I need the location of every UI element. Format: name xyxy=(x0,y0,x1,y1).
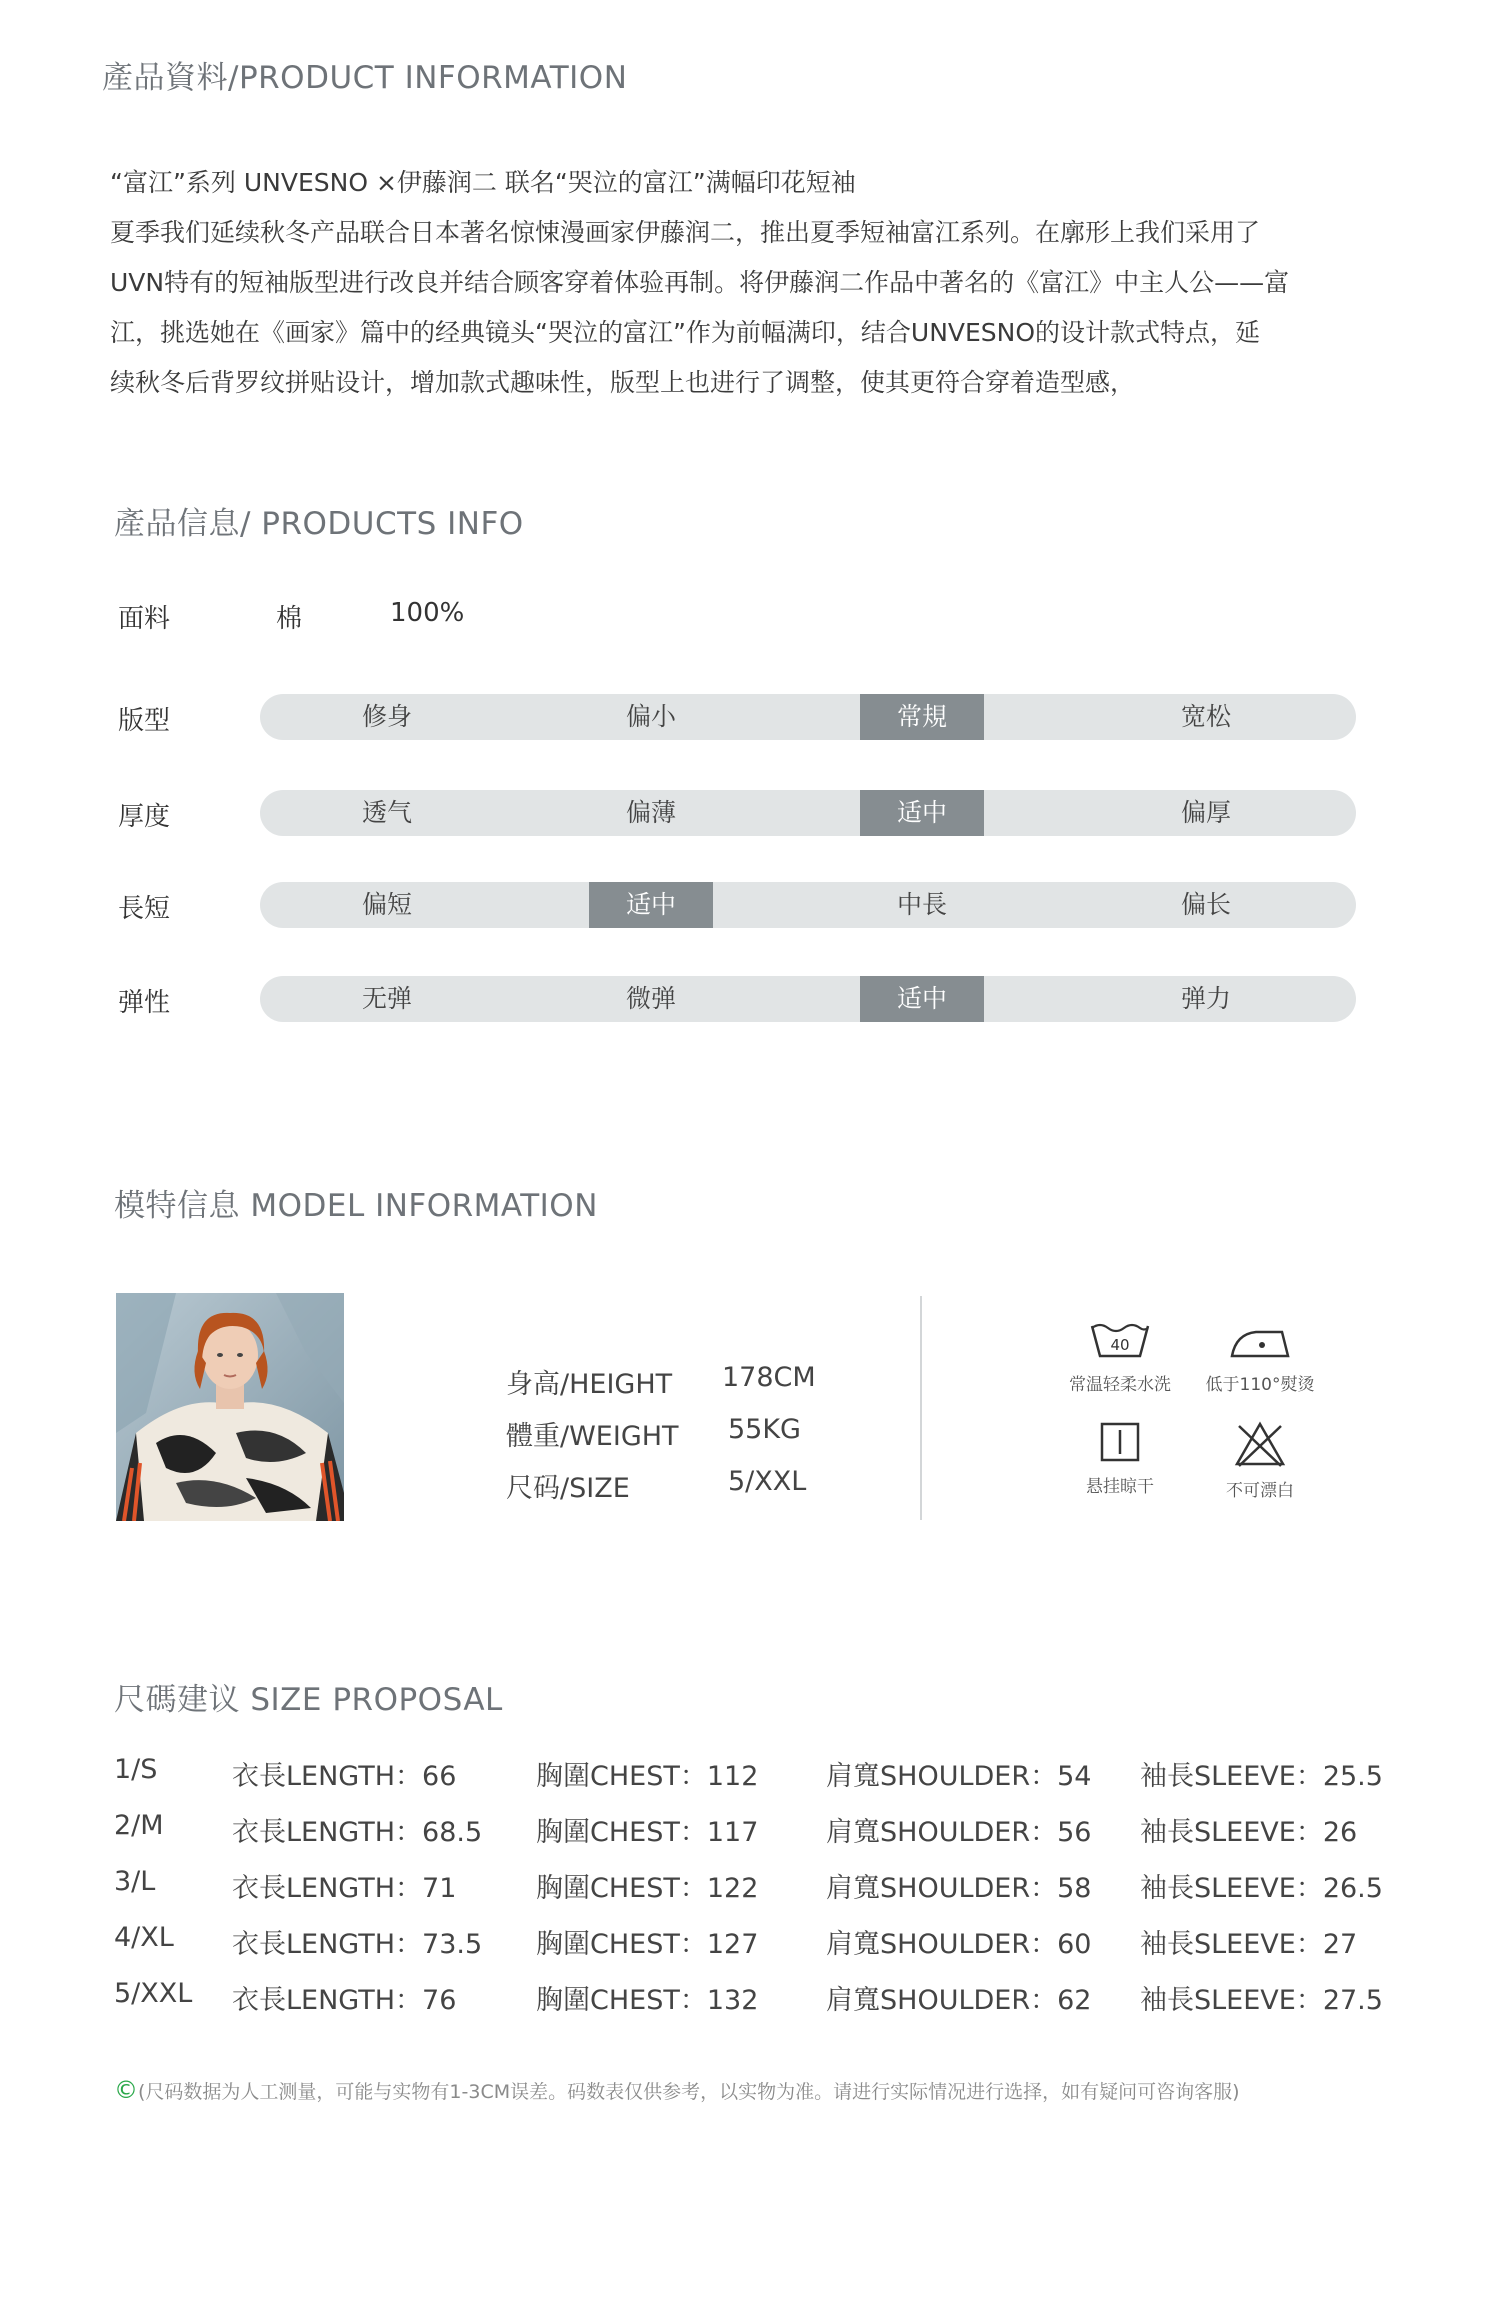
scale-option: 偏小 xyxy=(625,702,676,731)
section-title-model-information: 模特信息 MODEL INFORMATION xyxy=(114,1188,598,1224)
size-cell-chest: 胸圍CHEST：112 xyxy=(536,1761,759,1792)
size-cell-chest: 胸圍CHEST：127 xyxy=(536,1929,759,1960)
scale-option: 无弹 xyxy=(361,984,412,1013)
scale-option-selected: 适中 xyxy=(860,790,984,836)
model-height-label: 身高/HEIGHT xyxy=(506,1369,673,1400)
care-iron xyxy=(1180,1318,1340,1395)
hang-dry-icon xyxy=(1098,1420,1142,1464)
size-cell-shoulder: 肩寬SHOULDER：54 xyxy=(826,1761,1092,1792)
scale-option: 偏厚 xyxy=(1180,798,1231,827)
size-cell-sleeve: 袖長SLEEVE：26 xyxy=(1140,1817,1358,1848)
scale-option: 中長 xyxy=(896,890,947,919)
scale-label: 弹性 xyxy=(118,988,171,1018)
size-cell-shoulder: 肩寬SHOULDER：62 xyxy=(826,1985,1092,2016)
care-label: 常温轻柔水洗 xyxy=(1069,1375,1171,1395)
size-cell-shoulder: 肩寬SHOULDER：60 xyxy=(826,1929,1092,1960)
wash-40-icon xyxy=(1088,1318,1152,1362)
size-cell-length: 衣長LENGTH：66 xyxy=(232,1761,457,1792)
care-label: 悬挂晾干 xyxy=(1086,1477,1154,1497)
size-cell-chest: 胸圍CHEST：132 xyxy=(536,1985,759,2016)
fabric-label: 面料 xyxy=(118,604,171,634)
size-cell-sleeve: 袖長SLEEVE：26.5 xyxy=(1140,1873,1383,1904)
care-no-bleach xyxy=(1180,1420,1340,1501)
size-cell-sleeve: 袖長SLEEVE：25.5 xyxy=(1140,1761,1383,1792)
size-cell-chest: 胸圍CHEST：117 xyxy=(536,1817,759,1848)
scale-option: 偏长 xyxy=(1180,890,1231,919)
model-weight-label: 體重/WEIGHT xyxy=(506,1421,679,1452)
scale-track xyxy=(260,790,1356,836)
size-cell-size: 5/XXL xyxy=(114,1978,193,2009)
scale-option: 偏薄 xyxy=(625,798,676,827)
description-line: 江，挑选她在《画家》篇中的经典镜头“哭泣的富江”作为前幅满印，结合UNVESNO的设计款式特点，延 xyxy=(110,318,1261,347)
care-wash xyxy=(1040,1318,1200,1395)
description-line: 续秋冬后背罗纹拼贴设计，增加款式趣味性，版型上也进行了调整，使其更符合穿着造型感， xyxy=(110,368,1136,397)
section-title-products-info: 產品信息/ PRODUCTS INFO xyxy=(114,506,524,542)
no-bleach-icon xyxy=(1233,1420,1287,1468)
size-cell-length: 衣長LENGTH：73.5 xyxy=(232,1929,483,1960)
size-cell-size: 2/M xyxy=(114,1810,164,1841)
scale-option: 透气 xyxy=(361,798,412,827)
size-cell-length: 衣長LENGTH：76 xyxy=(232,1985,457,2016)
scale-option: 修身 xyxy=(361,702,412,731)
scale-option: 微弹 xyxy=(625,984,676,1013)
size-cell-size: 3/L xyxy=(114,1866,156,1897)
fabric-percent: 100% xyxy=(390,598,465,628)
scale-option-selected: 常規 xyxy=(860,694,984,740)
size-note xyxy=(114,2076,1240,2104)
scale-option-selected: 适中 xyxy=(860,976,984,1022)
model-size-label: 尺码/SIZE xyxy=(506,1473,630,1504)
size-cell-shoulder: 肩寬SHOULDER：56 xyxy=(826,1817,1092,1848)
iron-icon xyxy=(1226,1318,1294,1362)
description-line: “富江”系列 UNVESNO ×伊藤润二 联名“哭泣的富江”满幅印花短袖 xyxy=(110,168,856,197)
model-weight-value: 55KG xyxy=(728,1414,801,1445)
model-height-value: 178CM xyxy=(722,1362,816,1393)
scale-label: 長短 xyxy=(118,894,171,924)
care-label: 低于110°熨烫 xyxy=(1205,1375,1315,1395)
scale-label: 版型 xyxy=(118,706,171,736)
scale-option: 偏短 xyxy=(361,890,412,919)
divider xyxy=(920,1296,922,1520)
care-hang-dry xyxy=(1040,1420,1200,1497)
note-text: (尺码数据为人工测量，可能与实物有1-3CM误差。码数表仅供参考，以实物为准。请进行实际情况进行选择，如有疑问可咨询客服) xyxy=(138,2081,1240,2103)
size-cell-sleeve: 袖長SLEEVE：27.5 xyxy=(1140,1985,1383,2016)
size-cell-size: 4/XL xyxy=(114,1922,174,1953)
size-cell-size: 1/S xyxy=(114,1754,158,1785)
section-title-product-information: 產品資料/PRODUCT INFORMATION xyxy=(102,60,628,96)
care-label: 不可漂白 xyxy=(1226,1481,1294,1501)
scale-option-selected: 适中 xyxy=(589,882,713,928)
scale-option: 弹力 xyxy=(1180,984,1231,1013)
section-title-size-proposal: 尺碼建议 SIZE PROPOSAL xyxy=(114,1682,503,1718)
scale-label: 厚度 xyxy=(118,802,171,832)
scale-track xyxy=(260,694,1356,740)
size-cell-length: 衣長LENGTH：68.5 xyxy=(232,1817,483,1848)
size-cell-chest: 胸圍CHEST：122 xyxy=(536,1873,759,1904)
size-cell-sleeve: 袖長SLEEVE：27 xyxy=(1140,1929,1358,1960)
fabric-material: 棉 xyxy=(276,604,303,634)
description-line: 夏季我们延续秋冬产品联合日本著名惊悚漫画家伊藤润二，推出夏季短袖富江系列。在廓形上我们采用了 xyxy=(110,218,1261,247)
svg-text:40: 40 xyxy=(1110,1336,1130,1354)
size-cell-length: 衣長LENGTH：71 xyxy=(232,1873,457,1904)
scale-option: 宽松 xyxy=(1180,702,1231,731)
scale-track xyxy=(260,976,1356,1022)
model-photo xyxy=(116,1293,344,1521)
product-description xyxy=(110,158,1370,408)
description-line: UVN特有的短袖版型进行改良并结合顾客穿着体验再制。将伊藤润二作品中著名的《富江》中主人公——富 xyxy=(110,268,1290,297)
size-cell-shoulder: 肩寬SHOULDER：58 xyxy=(826,1873,1092,1904)
note-symbol: © xyxy=(114,2076,138,2104)
scale-track xyxy=(260,882,1356,928)
model-size-value: 5/XXL xyxy=(728,1466,807,1497)
